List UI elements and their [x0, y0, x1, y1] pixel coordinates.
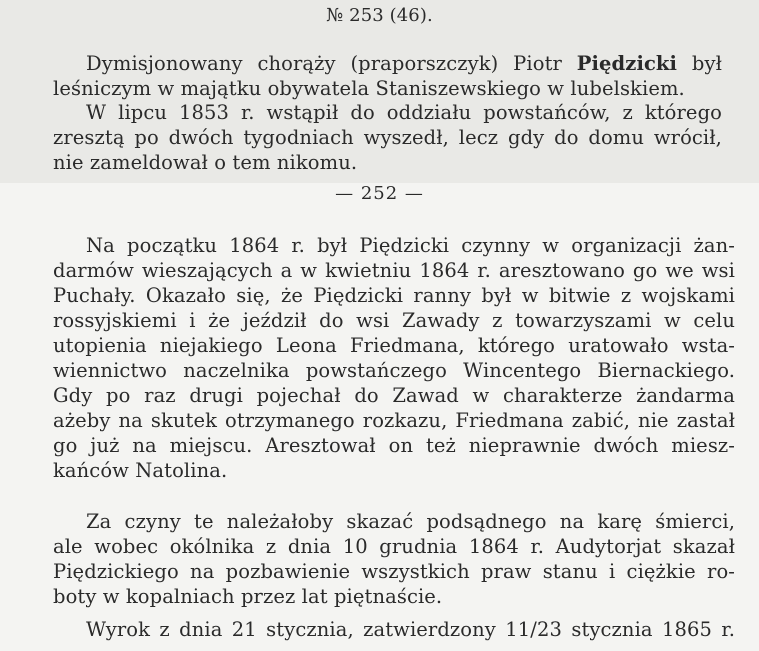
body-line-10: kańców Natolina. [53, 459, 228, 482]
body-line-5: utopienia niejakiego Leona Friedmana, którego uratowało wsta- [53, 334, 735, 357]
body-line-15: Wyrok z dnia 21 stycznia, zatwierdzony 11/23 stycznia 1865 r. [86, 618, 735, 641]
page-number: — 252 — [335, 183, 424, 204]
top-line-5: nie zameldował o tem nikomu. [53, 151, 358, 174]
top-line-1-text: Dymisjonowany chorąży (praporszczyk) Piotr [86, 52, 577, 75]
body-line-7: Gdy po raz drugi pojechał do Zawad w charakterze żandarma [53, 384, 735, 407]
top-line-1 [86, 52, 722, 76]
body-line-4: rossyjskiemi i że jeździł do wsi Zawady z towarzyszami w celu [53, 309, 735, 332]
body-line-2: darmów wieszających a w kwietniu 1864 r. aresztowano go we wsi [53, 259, 735, 282]
body-line-11: Za czyny te należałoby skazać podsądnego na karę śmierci, [86, 510, 735, 533]
body-line-3: Puchały. Okazało się, że Piędzicki ranny był w bitwie z wojskami [53, 284, 735, 307]
body-line-8: ażeby na skutek otrzymanego rozkazu, Friedmana zabić, nie zastał [53, 409, 735, 432]
top-line-2: leśniczym w majątku obywatela Staniszewskiego w lubelskiem. [53, 77, 685, 100]
top-line-1-end: był [677, 52, 723, 75]
entry-number: № 253 (46). [326, 5, 433, 26]
body-line-13: Piędzickiego na pozbawienie wszystkich praw stanu i ciężkie ro- [53, 560, 735, 583]
body-line-9: go już na miejscu. Aresztował on też nieprawnie dwóch miesz- [53, 434, 735, 457]
body-line-6: wiennictwo naczelnika powstańczego Wincentego Biernackiego. [53, 359, 735, 382]
body-line-12: ale wobec okólnika z dnia 10 grudnia 1864 r. Audytorjat skazał [53, 535, 735, 558]
body-line-1: Na początku 1864 r. był Piędzicki czynny w organizacji żan- [86, 234, 735, 257]
top-line-4: zresztą po dwóch tygodniach wyszedł, lecz gdy do domu wrócił, [53, 126, 722, 149]
top-line-3: W lipcu 1853 r. wstąpił do oddziału powstańców, z którego [86, 101, 722, 124]
surname-bold: Piędzicki [576, 52, 678, 75]
body-line-14: boty w kopalniach przez lat piętnaście. [53, 585, 443, 608]
